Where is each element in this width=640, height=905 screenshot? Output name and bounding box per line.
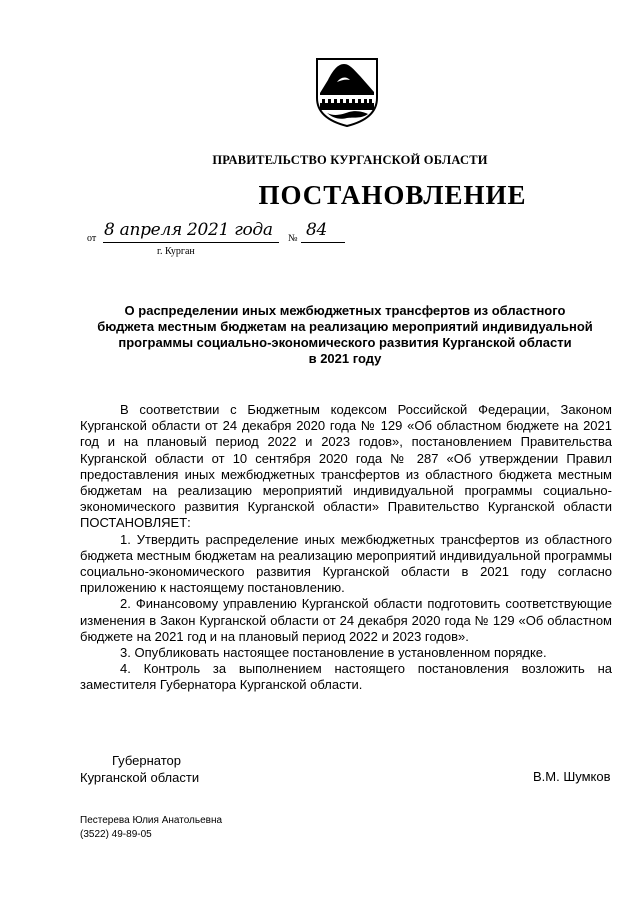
handwritten-number: 84 <box>306 220 328 240</box>
title-line: О распределении иных межбюджетных трансфертов из областного <box>124 303 566 318</box>
signatory-name: В.М. Шумков <box>533 769 611 784</box>
title-line: бюджета местным бюджетам на реализацию мероприятий индивидуальной <box>97 319 593 334</box>
government-name: ПРАВИТЕЛЬСТВО КУРГАНСКОЙ ОБЛАСТИ <box>212 153 488 167</box>
document-type: ПОСТАНОВЛЕНИЕ <box>258 180 527 210</box>
preamble-paragraph: В соответствии с Бюджетным кодексом Российской Федерации, Законом Курганской области от 24 декабря 2020 года № 129 «Об областном бюджете на 2021 год и на плановый период 2022 и 2023 годов», постановлением Правительства Курганской области от 10 сентября 2020 года № 287 «Об утверждении Правил предоставления иных межбюджетных трансфертов из областного бюджета местным бюджетам на реализацию мероприятий индивидуальной программы социально-экономического развития Курганской области» Правительство Курганской области ПОСТАНОВЛЯЕТ: <box>80 402 612 531</box>
title-line: программы социально-экономического развития Курганской области <box>118 335 572 350</box>
number-underline <box>301 242 345 243</box>
document-body <box>80 402 612 694</box>
resolution-item-2: 2. Финансовому управлению Курганской области подготовить соответствующие изменения в Закон Курганской области от 24 декабря 2020 года № 129 «Об областном бюджете на 2021 год и на плановый период 2022 и 2023 годов». <box>80 596 612 644</box>
executor-info <box>80 814 222 842</box>
handwritten-date: 8 апреля 2021 года <box>104 220 273 240</box>
city-name: г. Курган <box>157 246 195 257</box>
position-line: Курганской области <box>80 770 200 785</box>
position-line: Губернатор <box>112 753 181 768</box>
document-title <box>60 303 630 367</box>
signatory-position <box>80 752 199 786</box>
coat-of-arms-icon <box>313 56 381 128</box>
date-prefix: от <box>87 233 97 244</box>
resolution-item-3: 3. Опубликовать настоящее постановление в установленном порядке. <box>120 645 547 661</box>
resolution-item-1: 1. Утвердить распределение иных межбюджетных трансфертов из областного бюджета местным бюджетам на реализацию мероприятий индивидуальной программы социально-экономического развития Курганской области в 2021 году согласно приложению к настоящему постановлению. <box>80 531 612 596</box>
executor-name: Пестерева Юлия Анатольевна <box>80 815 223 826</box>
title-line: в 2021 году <box>308 351 382 366</box>
date-underline <box>103 242 279 243</box>
resolution-item-4: 4. Контроль за выполнением настоящего постановления возложить на заместителя Губернатора Курганской области. <box>80 661 612 693</box>
executor-phone: (3522) 49-89-05 <box>80 829 152 840</box>
number-prefix: № <box>288 233 298 244</box>
